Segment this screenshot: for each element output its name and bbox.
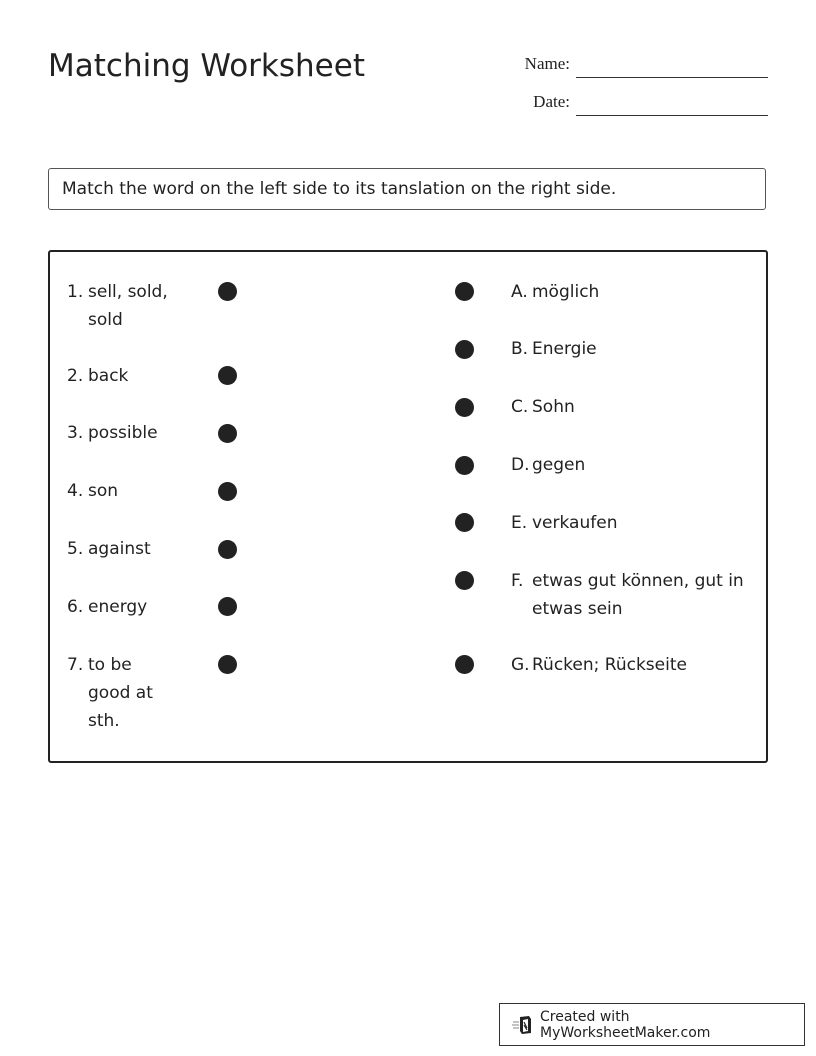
item-text: to be good at sth. [88, 655, 153, 731]
footer-text: Created with MyWorksheetMaker.com [540, 1008, 711, 1041]
left-item-1 [67, 278, 177, 334]
left-item-7 [67, 651, 162, 735]
right-match-dot-f[interactable] [455, 571, 474, 590]
right-match-dot-c[interactable] [455, 398, 474, 417]
footer-badge[interactable] [499, 1003, 805, 1046]
item-text: gegen [532, 455, 586, 475]
item-number: 6. [67, 597, 84, 617]
left-match-dot-6[interactable] [218, 597, 237, 616]
item-text: etwas gut können, gut in etwas sein [532, 571, 744, 619]
date-field [500, 86, 768, 116]
item-letter: F. [511, 571, 524, 591]
item-text: energy [88, 597, 148, 617]
right-item-b [511, 335, 751, 363]
right-item-f [511, 567, 751, 623]
date-label: Date: [533, 92, 570, 111]
item-number: 4. [67, 481, 84, 501]
item-letter: C. [511, 397, 529, 417]
worksheet-logo-icon [512, 1014, 534, 1036]
item-text: against [88, 539, 151, 559]
left-match-dot-4[interactable] [218, 482, 237, 501]
right-match-dot-e[interactable] [455, 513, 474, 532]
page-title: Matching Worksheet [48, 48, 365, 84]
instructions-text: Match the word on the left side to its tanslation on the right side. [62, 179, 617, 199]
right-item-e [511, 509, 751, 537]
name-label: Name: [524, 54, 570, 73]
matching-area [48, 250, 768, 763]
name-blank-line [576, 77, 768, 78]
item-number: 5. [67, 539, 84, 559]
item-letter: A. [511, 282, 528, 302]
instructions-box [48, 168, 766, 210]
left-match-dot-5[interactable] [218, 540, 237, 559]
item-text: possible [88, 423, 158, 443]
item-letter: G. [511, 655, 530, 675]
left-match-dot-1[interactable] [218, 282, 237, 301]
item-number: 2. [67, 366, 84, 386]
right-match-dot-g[interactable] [455, 655, 474, 674]
item-text: back [88, 366, 129, 386]
right-match-dot-b[interactable] [455, 340, 474, 359]
left-item-3 [67, 419, 177, 447]
left-item-4 [67, 477, 177, 505]
left-item-2 [67, 362, 177, 390]
left-item-6 [67, 593, 177, 621]
right-item-a [511, 278, 751, 306]
right-item-g [511, 651, 751, 679]
left-item-5 [67, 535, 177, 563]
left-match-dot-7[interactable] [218, 655, 237, 674]
item-text: verkaufen [532, 513, 618, 533]
item-letter: B. [511, 339, 529, 359]
left-match-dot-2[interactable] [218, 366, 237, 385]
item-text: Sohn [532, 397, 575, 417]
right-match-dot-d[interactable] [455, 456, 474, 475]
right-item-c [511, 393, 751, 421]
left-match-dot-3[interactable] [218, 424, 237, 443]
item-letter: D. [511, 455, 530, 475]
item-text: son [88, 481, 119, 501]
item-text: Energie [532, 339, 597, 359]
date-blank-line [576, 115, 768, 116]
right-match-dot-a[interactable] [455, 282, 474, 301]
right-item-d [511, 451, 751, 479]
item-number: 1. [67, 282, 84, 302]
item-text: Rücken; Rückseite [532, 655, 687, 675]
item-number: 3. [67, 423, 84, 443]
name-field [500, 48, 768, 78]
item-text: sell, sold, sold [88, 282, 168, 330]
item-text: möglich [532, 282, 600, 302]
item-number: 7. [67, 655, 84, 675]
item-letter: E. [511, 513, 528, 533]
